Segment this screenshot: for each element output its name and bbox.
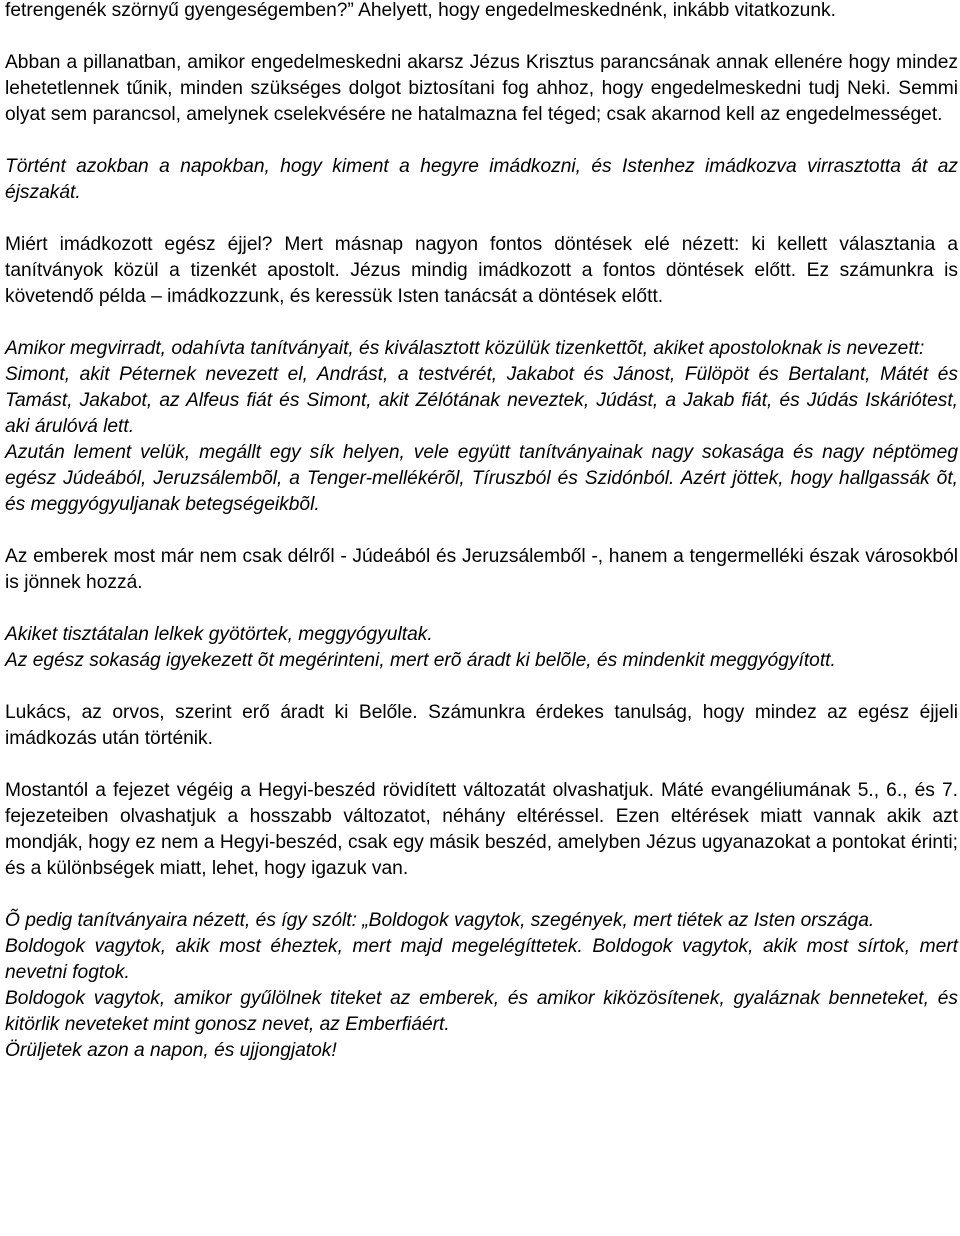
scripture-apostles-block [5,336,958,518]
document-page [5,0,958,1090]
scripture-line: Simont, akit Péternek nevezett el, Andrást, a testvérét, Jakabot és Jánost, Fülöpöt és Bertalant, Mátét és Tamást, Jakabot, az Alfeus fiát és Simont, akit Zélótának neveztek, Júdást, a Jakab fiát, és Júdás Iskáriótest, aki árulóvá lett. [5,364,958,437]
scripture-line: Az egész sokaság igyekezett õt megérinteni, mert erõ áradt ki belõle, és mindenkit meggyógyított. [5,650,836,671]
scripture-line: Akiket tisztátalan lelkek gyötörtek, meggyógyultak. [5,624,433,645]
scripture-beatitudes-block [5,908,958,1064]
scripture-line: Amikor megvirradt, odahívta tanítványait, és kiválasztott közülük tizenkettõt, akiket apostoloknak is nevezett: [5,338,925,359]
scripture-line: Örüljetek azon a napon, és ujjongjatok! [5,1040,337,1061]
scripture-line: Azután lement velük, megállt egy sík helyen, vele együtt tanítványainak nagy sokasága és nagy néptömeg egész Júdeából, Jeruzsálembõl, a Tenger-mellékérõl, Tíruszból és Szidónból. Azért jöttek, hogy hallgassák õt, és meggyógyuljanak betegségeikbõl. [5,442,958,515]
scripture-prayer-night: Történt azokban a napokban, hogy kiment a hegyre imádkozni, és Istenhez imádkozva virrasztotta át az éjszakát. [5,156,958,203]
paragraph-people-north: Az emberek most már nem csak délről - Júdeából és Jeruzsálemből -, hanem a tengermelléki észak városokból is jönnek hozzá. [5,546,958,593]
paragraph-sermon-on-mount: Mostantól a fejezet végéig a Hegyi-beszéd rövidített változatát olvashatjuk. Máté evangéliumának 5., 6., és 7. fejezeteiben olvashatjuk a hosszabb változatot, néhány eltéréssel. Ezen eltérések miatt vannak akik azt mondják, hogy ez nem a Hegyi-beszéd, csak egy másik beszéd, amelyben Jézus ugyanazokat a pontokat érinti; és a különbségek miatt, lehet, hogy igazuk van. [5,780,958,879]
scripture-healing-block [5,622,958,674]
paragraph-luke-physician: Lukács, az orvos, szerint erő áradt ki Belőle. Számunkra érdekes tanulság, hogy mindez az egész éjjeli imádkozás után történik. [5,702,958,749]
paragraph-why-pray: Miért imádkozott egész éjjel? Mert másnap nagyon fontos döntések elé nézett: ki kellett választania a tanítványok közül a tizenkét apostolt. Jézus mindig imádkozott a fontos döntések előtt. Ez számunkra is követendő példa – imádkozzunk, és keressük Isten tanácsát a döntések előtt. [5,234,958,307]
scripture-line: Boldogok vagytok, akik most éheztek, mert majd megelégíttetek. Boldogok vagytok, akik most sírtok, mert nevetni fogtok. [5,936,958,983]
scripture-line: Boldogok vagytok, amikor gyűlölnek titeket az emberek, és amikor kiközösítenek, gyaláznak benneteket, és kitörlik neveteket mint gonosz nevet, az Emberfiáért. [5,988,958,1035]
paragraph-intro: fetrengenék szörnyű gyengeségemben?” Ahelyett, hogy engedelmeskednénk, inkább vitatkozunk. [5,0,836,21]
scripture-line: Õ pedig tanítványaira nézett, és így szólt: „Boldogok vagytok, szegények, mert tiétek az Isten országa. [5,910,875,931]
paragraph-obedience: Abban a pillanatban, amikor engedelmeskedni akarsz Jézus Krisztus parancsának annak ellenére hogy mindez lehetetlennek tűnik, minden szükséges dolgot biztosítani fog ahhoz, hogy engedelmeskedni tudj Neki. Semmi olyat sem parancsol, amelynek cselekvésére ne hatalmazna fel téged; csak akarnod kell az engedelmességet. [5,52,958,125]
